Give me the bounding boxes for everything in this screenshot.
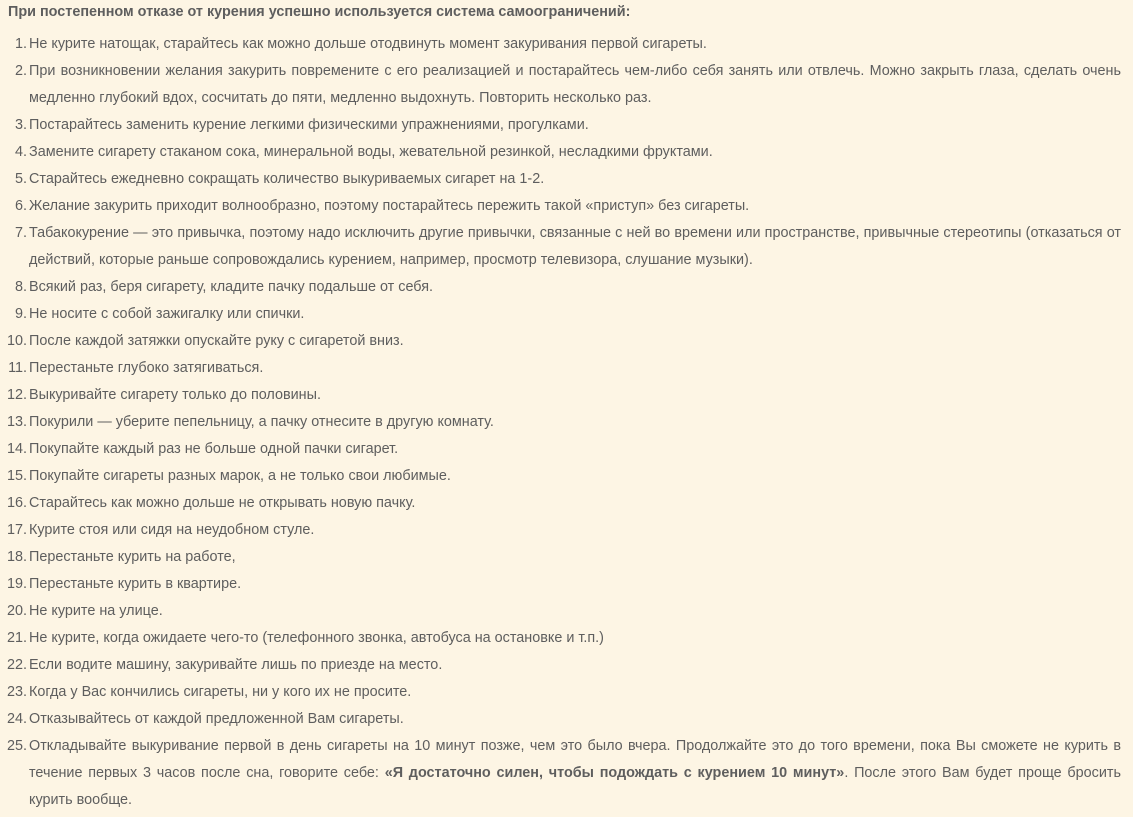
list-item — [8, 31, 1121, 58]
item-text: Замените сигарету стаканом сока, минеральной воды, жевательной резинкой, несладкими фруктами. — [29, 144, 713, 160]
list-item — [8, 463, 1121, 490]
list-item — [8, 706, 1121, 733]
item-text: Не носите с собой зажигалку или спички. — [29, 306, 305, 322]
item-text: Не курите на улице. — [29, 603, 163, 619]
item-number: 4. — [14, 144, 27, 160]
item-number: 1. — [14, 36, 27, 52]
item-text: При возникновении желания закурить повремените с его реализацией и постарайтесь чем-либо себя занять или отвлечь. Можно закрыть глаза, сделать очень медленно глубокий вдох, сосчитать до пяти, медленно выдохнуть. Повторить несколько раз. — [29, 63, 1121, 106]
list-item — [8, 625, 1121, 652]
item-text-end: . После этого Вам будет проще бросить курить вообще. — [29, 765, 1121, 808]
item-text: Не курите, когда ожидаете чего-то (телефонного звонка, автобуса на остановке и т.п.) — [29, 630, 604, 646]
item-number: 6. — [14, 198, 27, 214]
item-text: Если водите машину, закуривайте лишь по приезде на место. — [29, 657, 443, 673]
item-text: Покупайте сигареты разных марок, а не только свои любимые. — [29, 468, 451, 484]
item-text: Перестаньте курить на работе, — [29, 549, 236, 565]
item-number: 13. — [6, 414, 27, 430]
list-item — [8, 355, 1121, 382]
item-text: Перестаньте глубоко затягиваться. — [29, 360, 264, 376]
list-item — [8, 544, 1121, 571]
item-text: Перестаньте курить в квартире. — [29, 576, 242, 592]
item-number: 7. — [14, 225, 27, 241]
list-item — [8, 436, 1121, 463]
item-text: Всякий раз, беря сигарету, кладите пачку подальше от себя. — [29, 279, 434, 295]
list-item — [8, 274, 1121, 301]
item-number: 11. — [8, 360, 27, 376]
item-number: 18. — [6, 549, 27, 565]
item-number: 12. — [6, 387, 27, 403]
item-number: 22. — [6, 657, 27, 673]
item-number: 10. — [6, 333, 27, 349]
item-emphasis: «Я достаточно силен, чтобы подождать с курением 10 минут» — [384, 765, 845, 781]
list-item — [8, 220, 1121, 274]
item-text: Отказывайтесь от каждой предложенной Вам сигареты. — [29, 711, 404, 727]
item-number: 20. — [6, 603, 27, 619]
item-number: 17. — [6, 522, 27, 538]
item-text: Покупайте каждый раз не больше одной пачки сигарет. — [29, 441, 399, 457]
item-number: 9. — [14, 306, 27, 322]
tips-list — [8, 31, 1121, 814]
list-item — [8, 517, 1121, 544]
list-item — [8, 571, 1121, 598]
item-number: 8. — [14, 279, 27, 295]
item-text: Покурили — уберите пепельницу, а пачку отнесите в другую комнату. — [29, 414, 494, 430]
item-text: Курите стоя или сидя на неудобном стуле. — [29, 522, 315, 538]
item-number: 23. — [6, 684, 27, 700]
list-item — [8, 598, 1121, 625]
list-item — [8, 733, 1121, 814]
list-item — [8, 139, 1121, 166]
item-text: Не курите натощак, старайтесь как можно дольше отодвинуть момент закуривания первой сигареты. — [29, 36, 707, 52]
item-number: 5. — [14, 171, 27, 187]
item-number: 16. — [6, 495, 27, 511]
list-item — [8, 652, 1121, 679]
item-number: 25. — [6, 738, 27, 754]
item-number: 2. — [14, 63, 27, 79]
list-item — [8, 166, 1121, 193]
item-text: Желание закурить приходит волнообразно, поэтому постарайтесь пережить такой «приступ» без сигареты. — [29, 198, 750, 214]
item-number: 21. — [6, 630, 27, 646]
item-number: 14. — [6, 441, 27, 457]
item-text: Старайтесь как можно дольше не открывать новую пачку. — [29, 495, 416, 511]
item-text: Откладывайте выкуривание первой в день сигареты на 10 минут позже, чем это было вчера. Продолжайте это до того времени, пока Вы сможете не курить в течение первых 3 часов после сна, говорите себе: — [29, 738, 1121, 781]
item-text: После каждой затяжки опускайте руку с сигаретой вниз. — [29, 333, 404, 349]
item-text: Табакокурение — это привычка, поэтому надо исключить другие привычки, связанные с ней во времени или пространстве, привычные стереотипы (отказаться от действий, которые раньше сопровождались курением, например, просмотр телевизора, слушание музыки). — [29, 225, 1121, 268]
list-item — [8, 58, 1121, 112]
list-item — [8, 112, 1121, 139]
list-item — [8, 193, 1121, 220]
item-number: 19. — [6, 576, 27, 592]
item-text: Когда у Вас кончились сигареты, ни у кого их не просите. — [29, 684, 412, 700]
item-number: 24. — [6, 711, 27, 727]
item-text: Постарайтесь заменить курение легкими физическими упражнениями, прогулками. — [29, 117, 589, 133]
item-number: 15. — [6, 468, 27, 484]
list-item — [8, 409, 1121, 436]
list-item — [8, 679, 1121, 706]
list-item — [8, 490, 1121, 517]
list-item — [8, 301, 1121, 328]
item-text: Выкуривайте сигарету только до половины. — [29, 387, 321, 403]
section-heading: При постепенном отказе от курения успешно используется система самоограничений: — [8, 4, 631, 20]
item-number: 3. — [14, 117, 27, 133]
list-item — [8, 382, 1121, 409]
list-item — [8, 328, 1121, 355]
item-text: Старайтесь ежедневно сокращать количество выкуриваемых сигарет на 1-2. — [29, 171, 545, 187]
